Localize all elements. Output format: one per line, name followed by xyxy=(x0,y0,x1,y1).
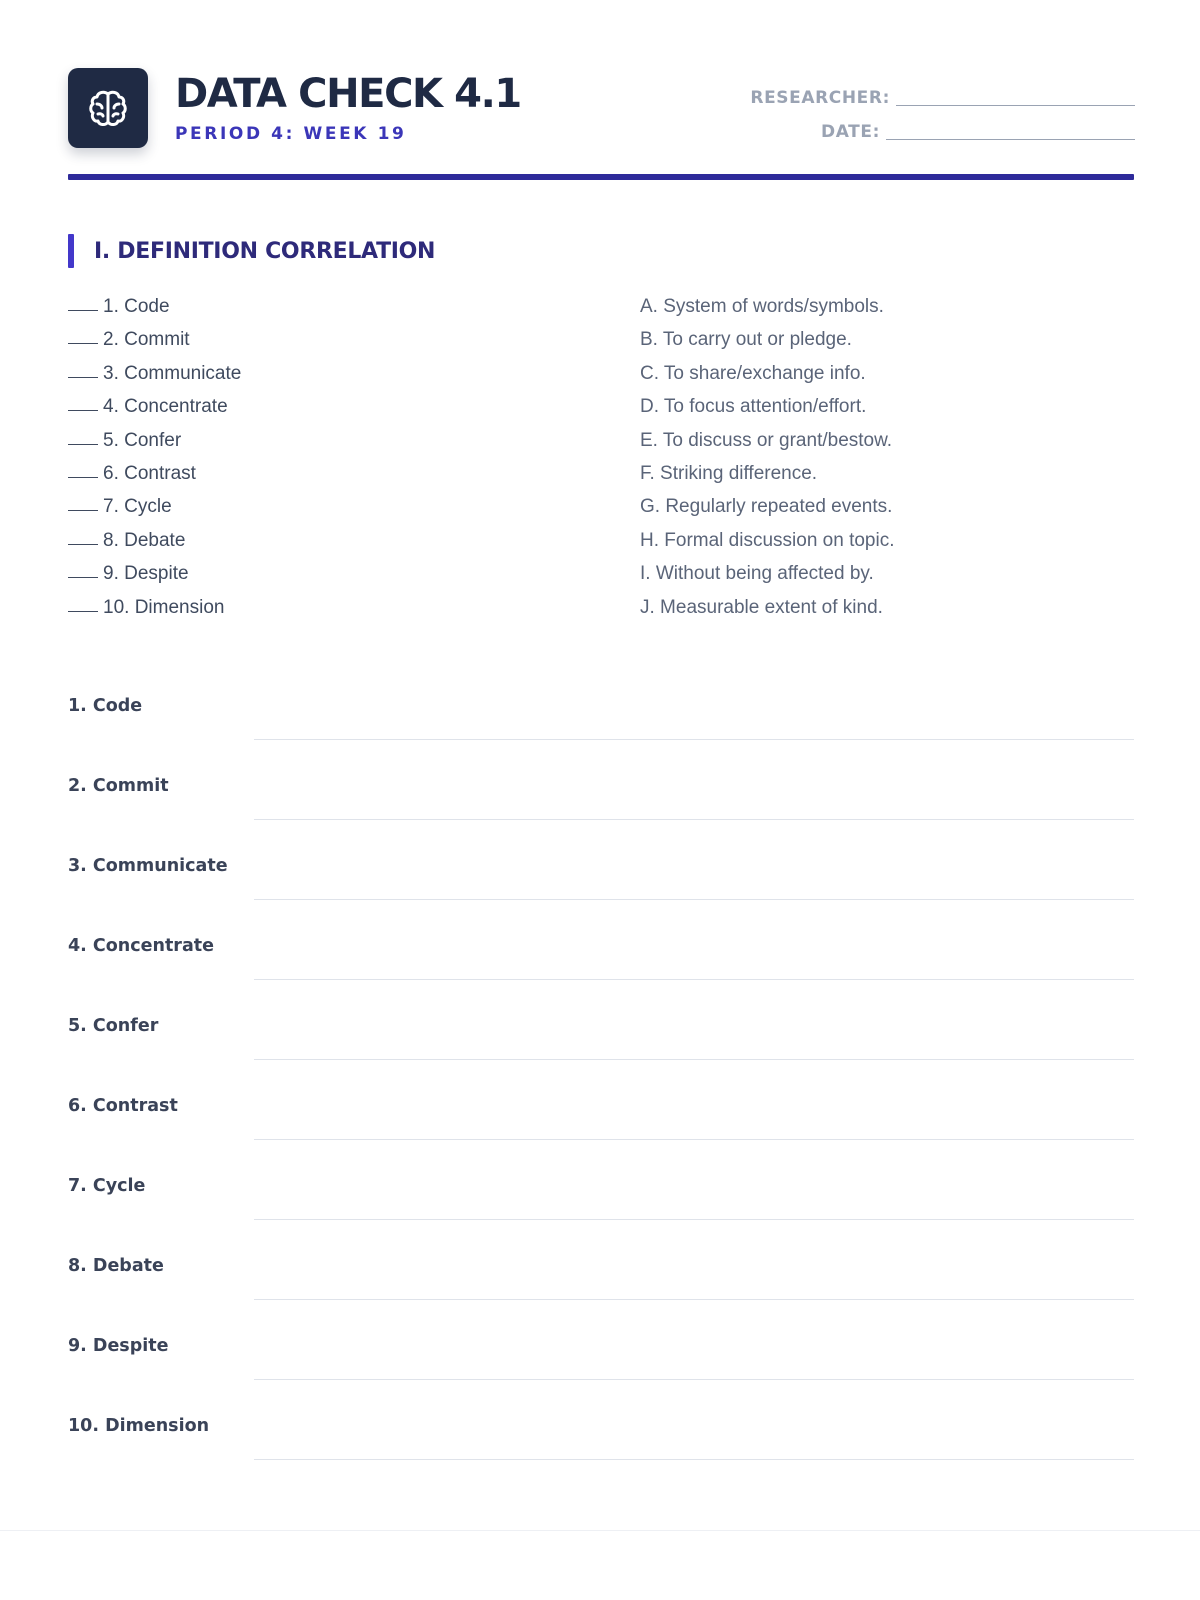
date-field xyxy=(750,112,1135,146)
writing-row-label: 4. Concentrate xyxy=(68,936,214,956)
writing-row xyxy=(68,1220,1134,1300)
definition-item: E. To discuss or grant/bestow. xyxy=(640,429,893,451)
answer-blank[interactable] xyxy=(68,444,98,445)
writing-row xyxy=(68,980,1134,1060)
researcher-label: RESEARCHER: xyxy=(750,88,890,108)
writing-row-label: 9. Despite xyxy=(68,1336,169,1356)
answer-blank[interactable] xyxy=(68,410,98,411)
term-item xyxy=(68,323,568,356)
worksheet-header xyxy=(68,66,1135,156)
term-item xyxy=(68,357,568,390)
term-label: 2. Commit xyxy=(103,329,190,351)
term-item xyxy=(68,524,568,557)
answer-blank[interactable] xyxy=(68,510,98,511)
brain-icon xyxy=(87,87,129,129)
researcher-field xyxy=(750,78,1135,112)
date-label: DATE: xyxy=(821,122,880,142)
term-label: 6. Contrast xyxy=(103,462,196,484)
logo xyxy=(68,68,148,148)
term-label: 4. Concentrate xyxy=(103,396,228,418)
term-label: 10. Dimension xyxy=(103,596,225,618)
definition-item: C. To share/exchange info. xyxy=(640,362,866,384)
definition-item: I. Without being affected by. xyxy=(640,563,874,585)
section-accent-bar xyxy=(68,234,74,268)
header-meta xyxy=(750,78,1135,146)
definition-item: G. Regularly repeated events. xyxy=(640,496,893,518)
section-heading xyxy=(68,234,435,268)
writing-row xyxy=(68,900,1134,980)
writing-section xyxy=(68,660,1134,1460)
answer-blank[interactable] xyxy=(68,544,98,545)
footer-divider xyxy=(0,1530,1200,1531)
header-divider xyxy=(68,174,1134,180)
writing-row-label: 10. Dimension xyxy=(68,1416,210,1436)
term-label: 1. Code xyxy=(103,296,170,317)
writing-line[interactable] xyxy=(254,1459,1134,1460)
term-label: 3. Communicate xyxy=(103,362,242,384)
term-item xyxy=(68,490,568,523)
section-title: I. DEFINITION CORRELATION xyxy=(94,238,436,264)
page-subtitle: PERIOD 4: WEEK 19 xyxy=(175,124,407,144)
writing-row xyxy=(68,740,1134,820)
definition-item: D. To focus attention/effort. xyxy=(640,396,867,418)
writing-row xyxy=(68,1140,1134,1220)
writing-row-label: 5. Confer xyxy=(68,1016,159,1036)
term-label: 9. Despite xyxy=(103,563,189,585)
term-item xyxy=(68,557,568,590)
term-item xyxy=(68,424,568,457)
date-blank[interactable] xyxy=(886,139,1135,140)
term-item xyxy=(68,591,568,624)
writing-row-label: 7. Cycle xyxy=(68,1176,146,1196)
writing-row-label: 3. Communicate xyxy=(68,856,228,876)
page-title: DATA CHECK 4.1 xyxy=(175,71,521,117)
term-item xyxy=(68,457,568,490)
writing-row-label: 6. Contrast xyxy=(68,1096,178,1116)
answer-blank[interactable] xyxy=(68,477,98,478)
answer-blank[interactable] xyxy=(68,611,98,612)
term-label: 8. Debate xyxy=(103,529,186,551)
writing-row xyxy=(68,1060,1134,1140)
writing-row xyxy=(68,660,1134,740)
definition-list xyxy=(640,290,1140,624)
answer-blank[interactable] xyxy=(68,343,98,344)
definition-item: J. Measurable extent of kind. xyxy=(640,596,883,618)
writing-row-label: 8. Debate xyxy=(68,1256,164,1276)
definition-item: F. Striking difference. xyxy=(640,462,818,484)
definition-item: A. System of words/symbols. xyxy=(640,296,884,317)
writing-row xyxy=(68,1380,1134,1460)
answer-blank[interactable] xyxy=(68,577,98,578)
definition-item: H. Formal discussion on topic. xyxy=(640,529,895,551)
term-item xyxy=(68,390,568,423)
writing-row xyxy=(68,820,1134,900)
term-label: 5. Confer xyxy=(103,429,182,451)
writing-row-label: 1. Code xyxy=(68,696,143,716)
term-list xyxy=(68,290,568,624)
definition-item: B. To carry out or pledge. xyxy=(640,329,852,351)
writing-row xyxy=(68,1300,1134,1380)
answer-blank[interactable] xyxy=(68,377,98,378)
researcher-blank[interactable] xyxy=(896,105,1135,106)
answer-blank[interactable] xyxy=(68,310,98,311)
term-item xyxy=(68,290,568,323)
term-label: 7. Cycle xyxy=(103,496,172,518)
writing-row-label: 2. Commit xyxy=(68,776,169,796)
